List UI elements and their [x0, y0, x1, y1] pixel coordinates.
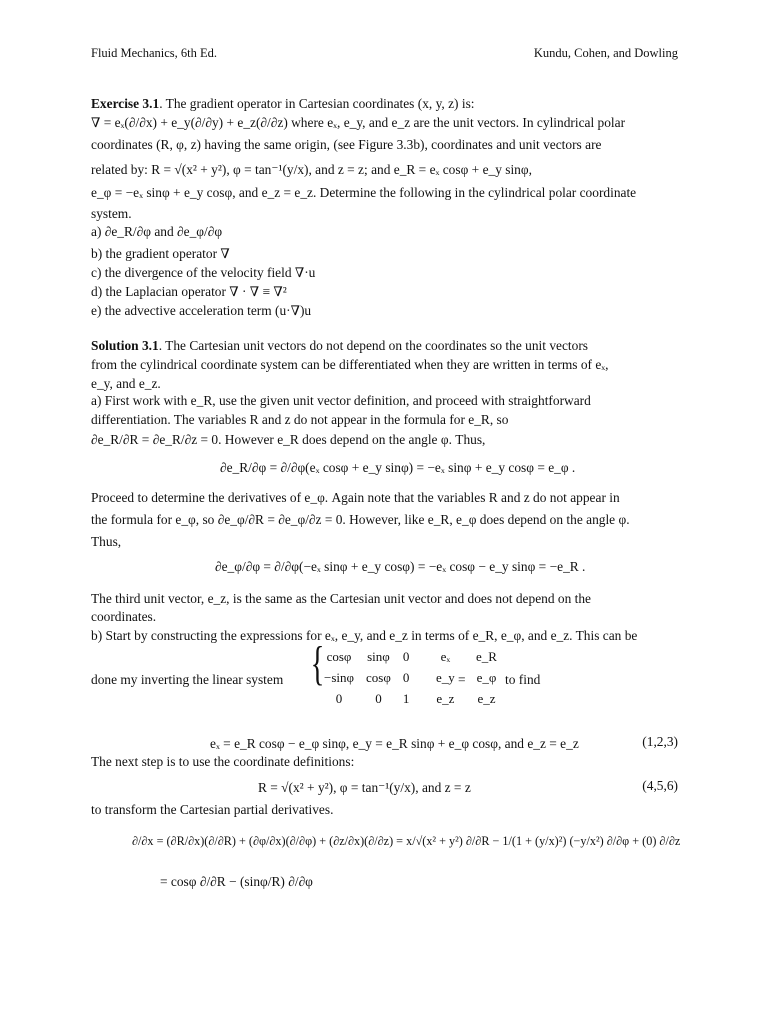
solution-p5-a: b) Start by constructing the expressions for eₓ, e_y, and e_z in terms of e_R, e_φ, and e_z. This can be [91, 628, 638, 643]
vector-cell: eₓ [440, 648, 451, 664]
solution-p3-a: Proceed to determine the derivatives of e_φ. Again note that the variables R and z do not appear in [91, 490, 620, 505]
matrix-cell: cosφ [366, 669, 391, 685]
solution-p6: The next step is to use the coordinate definitions: [91, 754, 355, 769]
matrix-cell: cosφ [326, 648, 352, 664]
vector-cell: e_R [476, 648, 497, 664]
solution-p3-b: the formula for e_φ, so ∂e_φ/∂R = ∂e_φ/∂z = 0. However, like e_R, e_φ does depend on the angle φ. [91, 512, 630, 527]
exercise-line-6: system. [91, 206, 132, 221]
exercise-item-a: a) ∂e_R/∂φ and ∂e_φ/∂φ [91, 224, 223, 239]
header-authors: Kundu, Cohen, and Dowling [533, 46, 678, 60]
exercise-line-4: related by: R = √(x² + y²), φ = tan⁻¹(y/x), and z = z; and e_R = eₓ cosφ + e_y sinφ, [91, 162, 532, 177]
solution-p1-c: e_y, and e_z. [91, 376, 161, 391]
exercise-item-b: b) the gradient operator ∇ [91, 246, 230, 261]
solution-p3-c: Thus, [91, 534, 122, 549]
matrix-cell: 1 [402, 690, 410, 706]
equation-partial-x: ∂/∂x = (∂R/∂x)(∂/∂R) + (∂φ/∂x)(∂/∂φ) + (∂z/∂x)(∂/∂z) = x/√(x² + y²) ∂/∂R − 1/(1 + (y/x)²) (−y/x²) ∂/∂φ + (0) ∂/∂z [132, 834, 681, 848]
vector-cell: e_z [436, 690, 455, 706]
solution-title: Solution 3.1 [91, 338, 159, 353]
rotation-matrix [318, 646, 415, 709]
exercise-intro-text: . The gradient operator in Cartesian coordinates (x, y, z) is: [159, 96, 475, 111]
cartesian-unit-vector [430, 646, 461, 709]
solution-intro-text: . The Cartesian unit vectors do not depend on the coordinates so the unit vectors [158, 338, 588, 353]
exercise-item-e: e) the advective acceleration term (u·∇)u [91, 303, 312, 318]
exercise-item-d: d) the Laplacian operator ∇ · ∇ ≡ ∇² [91, 284, 287, 299]
solution-p2-a: a) First work with e_R, use the given unit vector definition, and proceed with straightforward [91, 393, 591, 408]
vector-cell: e_z [477, 690, 496, 706]
exercise-line-5: e_φ = −eₓ sinφ + e_y cosφ, and e_z = e_z. Determine the following in the cylindrical polar coordinate [91, 185, 637, 200]
exercise-line-3: coordinates (R, φ, z) having the same origin, (see Figure 3.3b), coordinates and unit vectors are [91, 137, 602, 152]
exercise-item-c: c) the divergence of the velocity field ∇·u [91, 265, 316, 280]
equation-number-123: (1,2,3) [642, 734, 678, 749]
solution-p4-b: coordinates. [91, 609, 157, 624]
equation-unit-vectors: eₓ = e_R cosφ − e_φ sinφ, e_y = e_R sinφ + e_φ cosφ, and e_z = e_z [210, 736, 579, 751]
solution-p7: to transform the Cartesian partial derivatives. [91, 802, 334, 817]
matrix-cell: 0 [335, 690, 343, 706]
solution-p2-c: ∂e_R/∂R = ∂e_R/∂z = 0. However e_R does depend on the angle φ. Thus, [91, 432, 486, 447]
equation-der-ephi: ∂e_φ/∂φ = ∂/∂φ(−eₓ sinφ + e_y cosφ) = −eₓ cosφ − e_y sinφ = −e_R . [215, 559, 586, 574]
header-book-title: Fluid Mechanics, 6th Ed. [91, 46, 218, 60]
solution-p5-c: to find [505, 672, 541, 687]
exercise-intro [91, 94, 681, 113]
cylindrical-unit-vector [470, 646, 503, 709]
matrix-cell: sinφ [367, 648, 390, 664]
equals-sign: = [458, 672, 466, 687]
matrix-cell: 0 [402, 648, 410, 664]
equation-partial-x-result: = cosφ ∂/∂R − (sinφ/R) ∂/∂φ [160, 874, 313, 889]
matrix-cell: 0 [375, 690, 382, 706]
left-brace: { [310, 637, 325, 690]
matrix-cell: 0 [402, 669, 410, 685]
equation-der-eR: ∂e_R/∂φ = ∂/∂φ(eₓ cosφ + e_y sinφ) = −eₓ sinφ + e_y cosφ = e_φ . [220, 460, 576, 475]
vector-cell: e_φ [476, 669, 497, 685]
solution-p2-b: differentiation. The variables R and z do not appear in the formula for e_R, so [91, 412, 509, 427]
matrix-cell: −sinφ [324, 669, 355, 685]
solution-intro [91, 336, 681, 355]
vector-cell: e_y [436, 669, 455, 685]
solution-p4-a: The third unit vector, e_z, is the same as the Cartesian unit vector and does not depend on the [91, 591, 591, 606]
solution-p1-b: from the cylindrical coordinate system can be differentiated when they are written in terms of eₓ, [91, 357, 609, 372]
solution-p5-b: done my inverting the linear system [91, 672, 284, 687]
exercise-title: Exercise 3.1 [91, 96, 160, 111]
exercise-line-2: ∇ = eₓ(∂/∂x) + e_y(∂/∂y) + e_z(∂/∂z) where eₓ, e_y, and e_z are the unit vectors. In cylindrical polar [91, 115, 626, 130]
equation-number-456: (4,5,6) [642, 778, 678, 793]
equation-coordinates: R = √(x² + y²), φ = tan⁻¹(y/x), and z = z [258, 780, 471, 795]
